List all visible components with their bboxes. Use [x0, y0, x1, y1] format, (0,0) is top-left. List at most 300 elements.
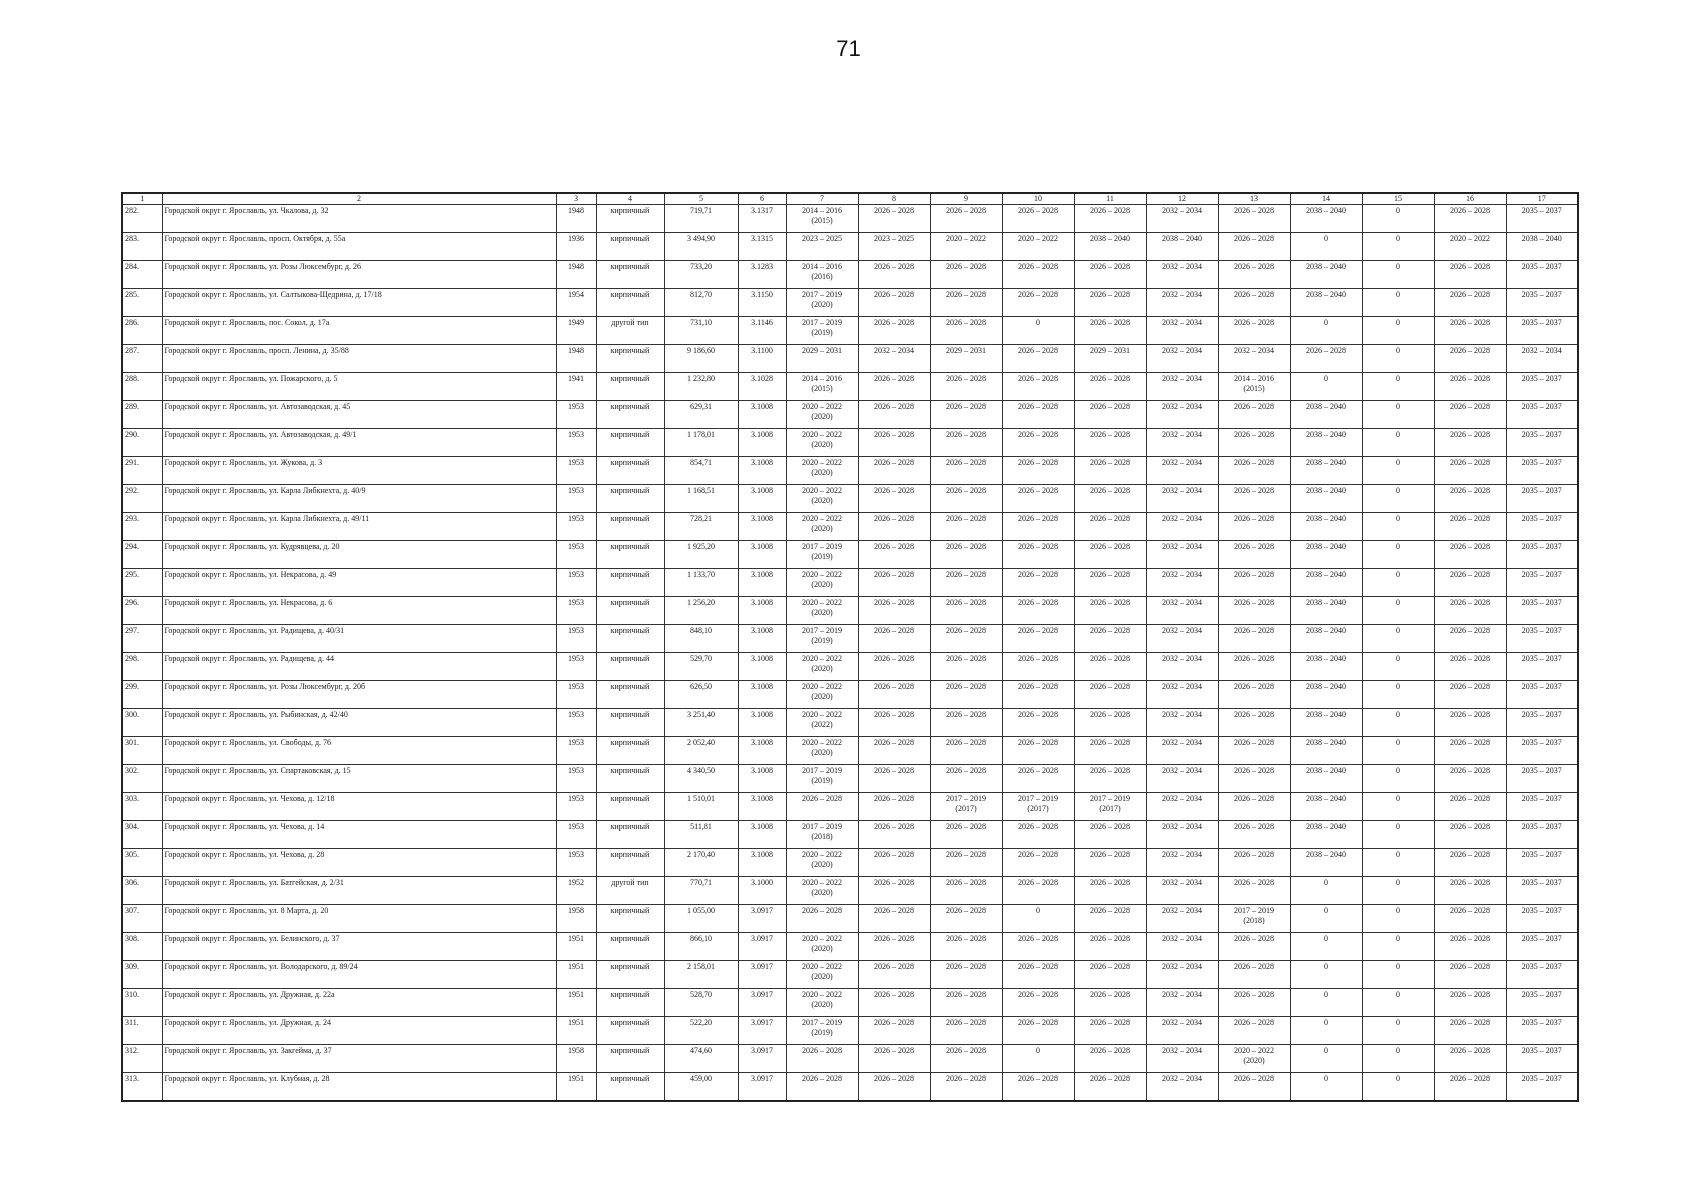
- table-cell: 3.1008: [738, 793, 786, 821]
- table-cell: 2026 – 2028: [1434, 989, 1506, 1017]
- table-cell: кирпичный: [596, 765, 664, 793]
- table-cell: 2023 – 2025: [786, 233, 858, 261]
- table-cell: кирпичный: [596, 681, 664, 709]
- table-cell: 2026 – 2028: [1002, 401, 1074, 429]
- row-number-cell: 295.: [122, 569, 162, 597]
- address-cell: Городской округ г. Ярославль, ул. Чкалова, д. 32: [162, 205, 556, 233]
- column-header: 2: [162, 193, 556, 205]
- table-cell: 2017 – 2019 (2019): [786, 317, 858, 345]
- table-cell: 3.1008: [738, 457, 786, 485]
- table-cell: 2035 – 2037: [1506, 1045, 1578, 1073]
- table-cell: 2026 – 2028: [930, 933, 1002, 961]
- row-number-cell: 298.: [122, 653, 162, 681]
- table-cell: 3.1008: [738, 597, 786, 625]
- table-cell: 2026 – 2028: [1218, 513, 1290, 541]
- table-cell: кирпичный: [596, 429, 664, 457]
- table-cell: 2014 – 2016 (2016): [786, 261, 858, 289]
- table-cell: кирпичный: [596, 1045, 664, 1073]
- table-cell: 2026 – 2028: [858, 597, 930, 625]
- table-cell: 2026 – 2028: [930, 205, 1002, 233]
- table-cell: 2026 – 2028: [1218, 849, 1290, 877]
- table-cell: 1953: [556, 457, 596, 485]
- table-cell: 2020 – 2022 (2020): [786, 989, 858, 1017]
- table-cell: 2035 – 2037: [1506, 905, 1578, 933]
- row-number-cell: 306.: [122, 877, 162, 905]
- table-cell: 2026 – 2028: [1002, 989, 1074, 1017]
- table-cell: 2038 – 2040: [1290, 205, 1362, 233]
- column-header: 5: [664, 193, 738, 205]
- table-cell: 0: [1290, 233, 1362, 261]
- table-cell: 2026 – 2028: [1218, 765, 1290, 793]
- table-cell: 0: [1362, 569, 1434, 597]
- address-cell: Городской округ г. Ярославль, ул. Карла Либкнехта, д. 40/9: [162, 485, 556, 513]
- table-row: [122, 401, 1578, 429]
- row-number-cell: 290.: [122, 429, 162, 457]
- table-cell: 2032 – 2034: [1146, 261, 1218, 289]
- table-cell: 2 052,40: [664, 737, 738, 765]
- table-cell: 2026 – 2028: [1218, 793, 1290, 821]
- table-row: [122, 905, 1578, 933]
- table-cell: 2017 – 2019 (2017): [1074, 793, 1146, 821]
- table-cell: 2035 – 2037: [1506, 681, 1578, 709]
- table-cell: 2026 – 2028: [930, 1017, 1002, 1045]
- table-cell: 0: [1002, 905, 1074, 933]
- table-cell: 2026 – 2028: [1434, 849, 1506, 877]
- table-cell: 0: [1362, 989, 1434, 1017]
- table-row: [122, 289, 1578, 317]
- table-cell: 2032 – 2034: [1146, 373, 1218, 401]
- table-cell: 2026 – 2028: [858, 877, 930, 905]
- table-cell: 728,21: [664, 513, 738, 541]
- table-cell: 2026 – 2028: [930, 317, 1002, 345]
- column-header: 10: [1002, 193, 1074, 205]
- table-cell: 0: [1290, 1073, 1362, 1102]
- table-row: [122, 625, 1578, 653]
- table-cell: 2032 – 2034: [1146, 765, 1218, 793]
- table-cell: 3.0917: [738, 933, 786, 961]
- table-cell: 2026 – 2028: [1074, 933, 1146, 961]
- table-cell: 2026 – 2028: [1218, 541, 1290, 569]
- table-cell: 2017 – 2019 (2018): [786, 821, 858, 849]
- address-cell: Городской округ г. Ярославль, ул. 8 Марта, д. 20: [162, 905, 556, 933]
- column-header: 14: [1290, 193, 1362, 205]
- address-cell: Городской округ г. Ярославль, ул. Кудрявцева, д. 20: [162, 541, 556, 569]
- table-cell: 2038 – 2040: [1290, 681, 1362, 709]
- table-cell: 2035 – 2037: [1506, 961, 1578, 989]
- table-cell: 2026 – 2028: [930, 401, 1002, 429]
- table-cell: 1951: [556, 933, 596, 961]
- address-cell: Городской округ г. Ярославль, ул. Дружная, д. 24: [162, 1017, 556, 1045]
- table-cell: 2032 – 2034: [1146, 793, 1218, 821]
- table-cell: 2026 – 2028: [1002, 597, 1074, 625]
- table-cell: 2035 – 2037: [1506, 1017, 1578, 1045]
- address-cell: Городской округ г. Ярославль, ул. Спартаковская, д. 15: [162, 765, 556, 793]
- table-cell: 0: [1002, 1045, 1074, 1073]
- table-cell: 0: [1362, 849, 1434, 877]
- table-cell: 2026 – 2028: [1002, 429, 1074, 457]
- table-cell: 2032 – 2034: [1146, 569, 1218, 597]
- table-cell: 1953: [556, 849, 596, 877]
- table-cell: 3.1000: [738, 877, 786, 905]
- table-cell: 2020 – 2022 (2020): [786, 653, 858, 681]
- table-cell: 2026 – 2028: [1218, 625, 1290, 653]
- table-cell: 2026 – 2028: [858, 569, 930, 597]
- table-cell: 2026 – 2028: [930, 765, 1002, 793]
- row-number-cell: 307.: [122, 905, 162, 933]
- table-row: [122, 709, 1578, 737]
- column-header: 13: [1218, 193, 1290, 205]
- table-cell: 2020 – 2022 (2020): [1218, 1045, 1290, 1073]
- address-cell: Городской округ г. Ярославль, ул. Розы Люксембург, д. 26: [162, 261, 556, 289]
- table-cell: 2026 – 2028: [1434, 653, 1506, 681]
- table-cell: 2026 – 2028: [1074, 961, 1146, 989]
- table-cell: 2026 – 2028: [1002, 709, 1074, 737]
- table-cell: 2026 – 2028: [1218, 961, 1290, 989]
- table-cell: 2026 – 2028: [858, 765, 930, 793]
- table-cell: 2026 – 2028: [1074, 877, 1146, 905]
- table-cell: 2026 – 2028: [930, 681, 1002, 709]
- table-cell: 0: [1362, 709, 1434, 737]
- row-number-cell: 303.: [122, 793, 162, 821]
- table-cell: 2038 – 2040: [1290, 849, 1362, 877]
- address-cell: Городской округ г. Ярославль, ул. Рыбинская, д. 42/40: [162, 709, 556, 737]
- table-cell: 2026 – 2028: [1218, 429, 1290, 457]
- table-row: [122, 653, 1578, 681]
- table-cell: 2020 – 2022 (2020): [786, 849, 858, 877]
- table-cell: 2026 – 2028: [1434, 1073, 1506, 1102]
- table-cell: 2026 – 2028: [1218, 737, 1290, 765]
- row-number-cell: 289.: [122, 401, 162, 429]
- table-row: [122, 541, 1578, 569]
- table-cell: 2026 – 2028: [1434, 933, 1506, 961]
- table-cell: 2035 – 2037: [1506, 793, 1578, 821]
- table-row: [122, 765, 1578, 793]
- table-cell: кирпичный: [596, 289, 664, 317]
- table-cell: 2026 – 2028: [1074, 569, 1146, 597]
- row-number-cell: 300.: [122, 709, 162, 737]
- table-cell: 2026 – 2028: [930, 989, 1002, 1017]
- table-cell: 2026 – 2028: [858, 429, 930, 457]
- table-cell: 1958: [556, 905, 596, 933]
- table-cell: 2038 – 2040: [1290, 737, 1362, 765]
- table-cell: 2026 – 2028: [1074, 1045, 1146, 1073]
- table-cell: 3.1317: [738, 205, 786, 233]
- table-cell: 1953: [556, 709, 596, 737]
- table-cell: кирпичный: [596, 485, 664, 513]
- table-cell: 0: [1362, 457, 1434, 485]
- table-cell: 3.1008: [738, 485, 786, 513]
- table-cell: 1954: [556, 289, 596, 317]
- table-cell: 2020 – 2022 (2020): [786, 877, 858, 905]
- table-cell: 2038 – 2040: [1146, 233, 1218, 261]
- table-row: [122, 877, 1578, 905]
- address-cell: Городской округ г. Ярославль, ул. Радищева, д. 40/31: [162, 625, 556, 653]
- address-cell: Городской округ г. Ярославль, ул. Закгейма, д. 37: [162, 1045, 556, 1073]
- table-cell: 0: [1362, 1045, 1434, 1073]
- table-cell: 2035 – 2037: [1506, 653, 1578, 681]
- table-cell: 2026 – 2028: [930, 373, 1002, 401]
- table-cell: кирпичный: [596, 933, 664, 961]
- table-cell: кирпичный: [596, 569, 664, 597]
- row-number-cell: 313.: [122, 1073, 162, 1102]
- table-row: [122, 1045, 1578, 1073]
- table-cell: 719,71: [664, 205, 738, 233]
- table-cell: 2026 – 2028: [1074, 401, 1146, 429]
- table-cell: 2026 – 2028: [1218, 1017, 1290, 1045]
- table-cell: 2020 – 2022 (2020): [786, 569, 858, 597]
- table-cell: 2032 – 2034: [1146, 345, 1218, 373]
- table-cell: 0: [1362, 933, 1434, 961]
- table-cell: 0: [1362, 877, 1434, 905]
- table-cell: 2026 – 2028: [1002, 625, 1074, 653]
- table-cell: 2017 – 2019 (2019): [786, 1017, 858, 1045]
- table-cell: 2026 – 2028: [1218, 877, 1290, 905]
- table-cell: кирпичный: [596, 821, 664, 849]
- table-cell: 2026 – 2028: [1434, 373, 1506, 401]
- table-cell: кирпичный: [596, 849, 664, 877]
- column-header: 1: [122, 193, 162, 205]
- address-cell: Городской округ г. Ярославль, ул. Салтыкова-Щедрина, д. 17/18: [162, 289, 556, 317]
- table-cell: 2026 – 2028: [1002, 457, 1074, 485]
- table-cell: 2026 – 2028: [1074, 653, 1146, 681]
- table-cell: 2026 – 2028: [858, 933, 930, 961]
- table-cell: 3.1008: [738, 429, 786, 457]
- column-header: 9: [930, 193, 1002, 205]
- table-cell: 2026 – 2028: [1074, 1073, 1146, 1102]
- table-cell: 2026 – 2028: [1434, 261, 1506, 289]
- row-number-cell: 285.: [122, 289, 162, 317]
- table-cell: 2035 – 2037: [1506, 261, 1578, 289]
- row-number-cell: 284.: [122, 261, 162, 289]
- column-header: 11: [1074, 193, 1146, 205]
- table-cell: 2026 – 2028: [858, 205, 930, 233]
- table-cell: 0: [1362, 261, 1434, 289]
- table-cell: 0: [1362, 905, 1434, 933]
- table-cell: 2038 – 2040: [1290, 569, 1362, 597]
- table-cell: 0: [1290, 933, 1362, 961]
- table-cell: 1953: [556, 541, 596, 569]
- table-cell: 2026 – 2028: [1434, 1045, 1506, 1073]
- table-row: [122, 793, 1578, 821]
- table-cell: 2 170,40: [664, 849, 738, 877]
- table-cell: 2026 – 2028: [1074, 821, 1146, 849]
- table-cell: 2026 – 2028: [1218, 485, 1290, 513]
- table-cell: кирпичный: [596, 1073, 664, 1102]
- table-cell: 2026 – 2028: [1434, 709, 1506, 737]
- table-cell: 2032 – 2034: [1146, 429, 1218, 457]
- table-cell: 0: [1362, 485, 1434, 513]
- table-cell: 629,31: [664, 401, 738, 429]
- table-cell: 2035 – 2037: [1506, 317, 1578, 345]
- table-cell: 2035 – 2037: [1506, 457, 1578, 485]
- table-cell: 0: [1362, 597, 1434, 625]
- table-cell: 2026 – 2028: [858, 373, 930, 401]
- table-cell: 2020 – 2022 (2020): [786, 961, 858, 989]
- table-cell: 2026 – 2028: [1074, 485, 1146, 513]
- table-cell: 2032 – 2034: [1146, 1017, 1218, 1045]
- table-cell: 1953: [556, 485, 596, 513]
- address-cell: Городской округ г. Ярославль, ул. Чехова, д. 12/18: [162, 793, 556, 821]
- table-cell: 2038 – 2040: [1290, 597, 1362, 625]
- table-cell: 0: [1362, 401, 1434, 429]
- table-cell: 2032 – 2034: [1146, 1045, 1218, 1073]
- table-cell: 2026 – 2028: [1218, 205, 1290, 233]
- table-cell: 2038 – 2040: [1290, 793, 1362, 821]
- row-number-cell: 311.: [122, 1017, 162, 1045]
- table-cell: 2026 – 2028: [930, 709, 1002, 737]
- table-cell: 1953: [556, 401, 596, 429]
- table-cell: 2026 – 2028: [1074, 765, 1146, 793]
- table-cell: 1953: [556, 513, 596, 541]
- address-cell: Городской округ г. Ярославль, ул. Володарского, д. 89/24: [162, 961, 556, 989]
- column-header: 12: [1146, 193, 1218, 205]
- table-cell: 1953: [556, 625, 596, 653]
- table-row: [122, 961, 1578, 989]
- table-cell: 1953: [556, 793, 596, 821]
- address-cell: Городской округ г. Ярославль, ул. Свободы, д. 76: [162, 737, 556, 765]
- table-cell: 3.1008: [738, 625, 786, 653]
- table-cell: кирпичный: [596, 653, 664, 681]
- table-cell: 0: [1290, 1017, 1362, 1045]
- row-number-cell: 299.: [122, 681, 162, 709]
- table-cell: 3.1008: [738, 737, 786, 765]
- table-cell: 2032 – 2034: [1146, 625, 1218, 653]
- address-cell: Городской округ г. Ярославль, ул. Пожарского, д. 5: [162, 373, 556, 401]
- table-cell: 2032 – 2034: [1146, 653, 1218, 681]
- table-cell: 2026 – 2028: [1434, 317, 1506, 345]
- table-cell: 2026 – 2028: [1434, 737, 1506, 765]
- table-row: [122, 513, 1578, 541]
- table-cell: 2026 – 2028: [1002, 289, 1074, 317]
- table-cell: 3.0917: [738, 1017, 786, 1045]
- column-header: 4: [596, 193, 664, 205]
- table-cell: кирпичный: [596, 961, 664, 989]
- table-cell: 2026 – 2028: [858, 653, 930, 681]
- table-cell: 0: [1362, 1017, 1434, 1045]
- table-cell: 2014 – 2016 (2015): [786, 373, 858, 401]
- table-cell: 1953: [556, 681, 596, 709]
- table-cell: 2026 – 2028: [858, 737, 930, 765]
- table-cell: 854,71: [664, 457, 738, 485]
- row-number-cell: 296.: [122, 597, 162, 625]
- table-cell: 3 494,90: [664, 233, 738, 261]
- table-cell: 3.1008: [738, 709, 786, 737]
- table-cell: 2026 – 2028: [858, 401, 930, 429]
- row-number-cell: 297.: [122, 625, 162, 653]
- table-cell: 2020 – 2022 (2020): [786, 485, 858, 513]
- table-cell: 2032 – 2034: [1146, 849, 1218, 877]
- table-cell: кирпичный: [596, 261, 664, 289]
- table-cell: 1 168,51: [664, 485, 738, 513]
- table-cell: 2026 – 2028: [858, 709, 930, 737]
- table-cell: 2017 – 2019 (2019): [786, 625, 858, 653]
- table-cell: 2026 – 2028: [1002, 877, 1074, 905]
- table-cell: 3.1028: [738, 373, 786, 401]
- table-cell: 2026 – 2028: [1218, 569, 1290, 597]
- table-row: [122, 737, 1578, 765]
- table-cell: 2038 – 2040: [1290, 429, 1362, 457]
- address-cell: Городской округ г. Ярославль, ул. Автозаводская, д. 45: [162, 401, 556, 429]
- column-header: 17: [1506, 193, 1578, 205]
- table-cell: 3.0917: [738, 961, 786, 989]
- table-cell: 2026 – 2028: [1002, 933, 1074, 961]
- table-cell: 2032 – 2034: [1146, 485, 1218, 513]
- housing-table-container: [121, 192, 1579, 1102]
- table-cell: 2026 – 2028: [1218, 709, 1290, 737]
- table-cell: 2035 – 2037: [1506, 289, 1578, 317]
- table-cell: 2035 – 2037: [1506, 989, 1578, 1017]
- table-cell: 2026 – 2028: [1074, 513, 1146, 541]
- table-cell: 511,81: [664, 821, 738, 849]
- table-cell: 0: [1290, 373, 1362, 401]
- table-cell: 2026 – 2028: [1002, 765, 1074, 793]
- table-cell: 2026 – 2028: [1002, 821, 1074, 849]
- table-cell: 2026 – 2028: [1074, 429, 1146, 457]
- table-cell: 3.1100: [738, 345, 786, 373]
- table-cell: кирпичный: [596, 233, 664, 261]
- table-cell: 2032 – 2034: [1146, 289, 1218, 317]
- table-cell: 2026 – 2028: [1074, 905, 1146, 933]
- table-cell: 770,71: [664, 877, 738, 905]
- table-cell: 2035 – 2037: [1506, 541, 1578, 569]
- table-cell: 866,10: [664, 933, 738, 961]
- table-cell: 0: [1362, 429, 1434, 457]
- table-cell: 0: [1362, 625, 1434, 653]
- table-cell: 2026 – 2028: [858, 849, 930, 877]
- table-cell: 2026 – 2028: [1074, 289, 1146, 317]
- table-cell: 3.0917: [738, 989, 786, 1017]
- table-cell: 2035 – 2037: [1506, 401, 1578, 429]
- table-cell: 0: [1362, 541, 1434, 569]
- table-cell: 2020 – 2022 (2022): [786, 709, 858, 737]
- table-cell: 2026 – 2028: [1218, 933, 1290, 961]
- table-cell: 2026 – 2028: [1002, 345, 1074, 373]
- table-cell: 1951: [556, 961, 596, 989]
- table-cell: 2026 – 2028: [1218, 233, 1290, 261]
- table-cell: кирпичный: [596, 1017, 664, 1045]
- table-cell: 2017 – 2019 (2017): [1002, 793, 1074, 821]
- table-cell: 2026 – 2028: [1434, 961, 1506, 989]
- table-cell: 2026 – 2028: [1074, 709, 1146, 737]
- table-cell: 2026 – 2028: [1074, 597, 1146, 625]
- table-cell: 2026 – 2028: [786, 1045, 858, 1073]
- table-cell: 1948: [556, 205, 596, 233]
- row-number-cell: 312.: [122, 1045, 162, 1073]
- table-cell: 2035 – 2037: [1506, 737, 1578, 765]
- table-cell: 2032 – 2034: [1146, 513, 1218, 541]
- table-cell: 2032 – 2034: [1146, 541, 1218, 569]
- table-cell: 2035 – 2037: [1506, 849, 1578, 877]
- table-cell: 3.1008: [738, 849, 786, 877]
- table-cell: 2017 – 2019 (2020): [786, 289, 858, 317]
- table-cell: 2020 – 2022 (2020): [786, 401, 858, 429]
- table-cell: другой тип: [596, 877, 664, 905]
- table-cell: 2035 – 2037: [1506, 1073, 1578, 1102]
- table-cell: 0: [1362, 233, 1434, 261]
- table-cell: 2026 – 2028: [1434, 905, 1506, 933]
- table-cell: 2026 – 2028: [1218, 1073, 1290, 1102]
- table-cell: 2026 – 2028: [1002, 485, 1074, 513]
- table-cell: 2026 – 2028: [1074, 849, 1146, 877]
- table-row: [122, 429, 1578, 457]
- table-cell: 2026 – 2028: [858, 1045, 930, 1073]
- table-cell: 2035 – 2037: [1506, 933, 1578, 961]
- table-cell: 2026 – 2028: [1002, 1073, 1074, 1102]
- table-cell: 2026 – 2028: [930, 877, 1002, 905]
- table-cell: 0: [1290, 877, 1362, 905]
- column-header: 7: [786, 193, 858, 205]
- address-cell: Городской округ г. Ярославль, ул. Чехова, д. 14: [162, 821, 556, 849]
